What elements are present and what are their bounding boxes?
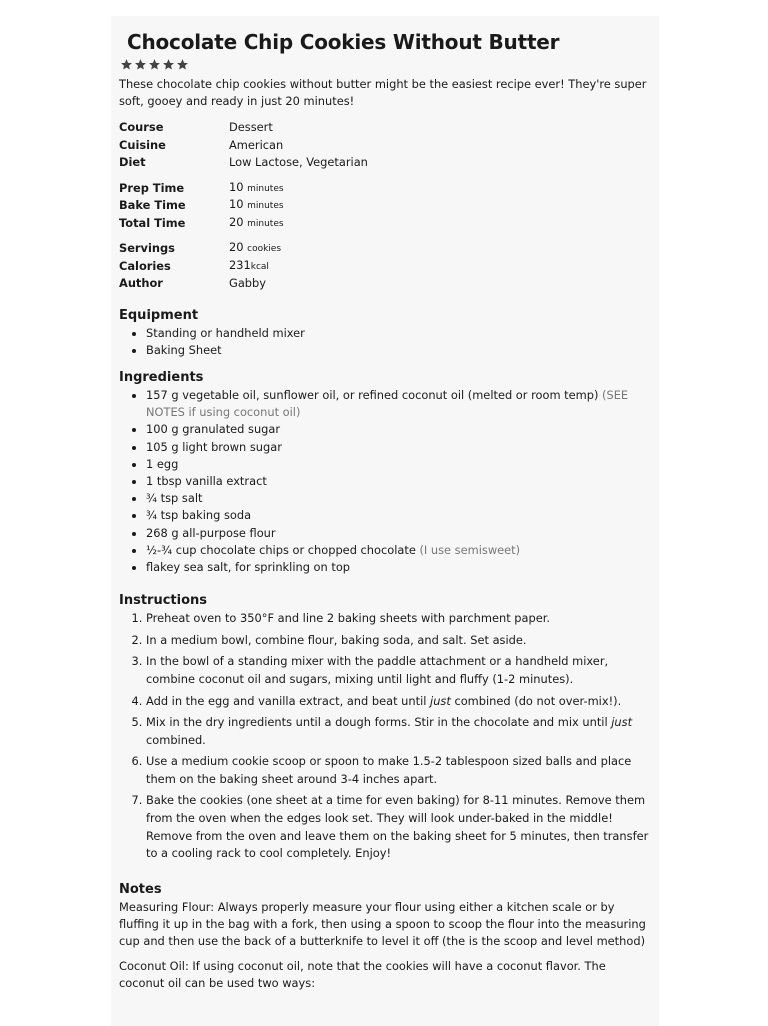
instruction-step: 2. In a medium bowl, combine flour, baking soda, and salt. Set aside. — [146, 632, 651, 650]
meta-value: 231kcal — [229, 257, 269, 272]
star-icon — [162, 58, 175, 71]
ingredient-item: • 1 tbsp vanilla extract — [146, 473, 651, 490]
note-paragraph: Measuring Flour: Always properly measure your flour using either a kitchen scale or by fluffing it up in the bag with a fork, then using a spoon to scoop the flour into the measuring cup and then use the back of a butterknife to level it off (the is the scoop and level method) — [119, 899, 646, 948]
meta-label: Calories — [119, 258, 171, 273]
meta-unit: kcal — [250, 261, 269, 272]
meta-value: 10 minutes — [229, 197, 284, 212]
meta-label: Bake Time — [119, 198, 186, 213]
instruction-step: 1. Preheat oven to 350°F and line 2 baking sheets with parchment paper. — [146, 610, 651, 628]
meta-value: Low Lactose, Vegetarian — [229, 155, 368, 170]
recipe-times-group — [119, 180, 651, 233]
star-icon — [120, 58, 133, 71]
meta-course — [119, 119, 651, 137]
meta-label: Course — [119, 120, 164, 135]
meta-calories — [119, 258, 651, 276]
recipe-servings-group — [119, 240, 651, 293]
meta-servings — [119, 240, 651, 258]
star-icon — [176, 58, 189, 71]
ingredient-item: • 105 g light brown sugar — [146, 439, 651, 456]
recipe-card — [111, 16, 659, 1026]
meta-value[interactable]: Dessert — [229, 120, 273, 135]
meta-value: Gabby — [229, 276, 267, 291]
meta-label: Diet — [119, 155, 146, 170]
note-paragraph: Coconut Oil: If using coconut oil, note that the cookies will have a coconut flavor. The coconut oil can be used two ways: — [119, 958, 606, 990]
equipment-title: Equipment — [119, 307, 199, 323]
ingredient-item: • 1 egg — [146, 456, 651, 473]
meta-unit: cookies — [247, 244, 282, 255]
meta-bake-time — [119, 197, 651, 215]
ingredient-note: (SEE NOTES if using coconut oil) — [146, 387, 629, 420]
instructions-list — [119, 610, 651, 863]
notes-title: Notes — [119, 881, 162, 897]
meta-label: Prep Time — [119, 180, 185, 195]
instruction-step: 4. Add in the egg and vanilla extract, and beat until just combined (do not over-mix!). — [146, 693, 651, 711]
meta-total-time — [119, 215, 651, 233]
recipe-meta-group — [119, 119, 651, 172]
ingredient-item: • 268 g all-purpose flour — [146, 525, 651, 542]
meta-value[interactable]: American — [229, 137, 284, 152]
meta-unit: minutes — [247, 201, 284, 212]
instruction-step: 7. Bake the cookies (one sheet at a time for even baking) for 8-11 minutes. Remove them from the oven when the edges look set. They will look under-baked in the middle! Remove from the oven and leave them on the baking sheet for 5 minutes, then transfer to a cooling rack to cool completely. Enjoy! — [146, 792, 651, 862]
meta-cuisine — [119, 137, 651, 155]
meta-label: Servings — [119, 241, 175, 256]
ingredient-item: • ¾ tsp baking soda — [146, 507, 651, 524]
meta-unit: minutes — [247, 218, 284, 229]
instruction-step: 5. Mix in the dry ingredients until a dough forms. Stir in the chocolate and mix until just combined. — [146, 714, 651, 749]
ingredient-item: • flakey sea salt, for sprinkling on top — [146, 559, 651, 576]
meta-prep-time — [119, 180, 651, 198]
star-icon — [134, 58, 147, 71]
meta-value: 20 minutes — [229, 214, 284, 229]
instructions-title: Instructions — [119, 593, 208, 609]
ingredient-item: • ¾ tsp salt — [146, 490, 651, 507]
instruction-step: 6. Use a medium cookie scoop or spoon to make 1.5-2 tablespoon sized balls and place them on the baking sheet around 3-4 inches apart. — [146, 753, 651, 788]
ingredient-note: (I use semisweet) — [419, 542, 521, 557]
star-icon — [148, 58, 161, 71]
recipe-summary: These chocolate chip cookies without butter might be the easiest recipe ever! They're super soft, gooey and ready in just 20 minutes! — [119, 77, 647, 108]
ingredients-title: Ingredients — [119, 369, 204, 385]
equipment-item: • Standing or handheld mixer — [146, 325, 651, 342]
meta-unit: minutes — [247, 183, 284, 194]
ingredients-list — [119, 387, 651, 576]
instruction-step: 3. In the bowl of a standing mixer with the paddle attachment or a handheld mixer, combine coconut oil and sugars, mixing until light and fluffy (1-2 minutes). — [146, 653, 651, 688]
meta-label: Author — [119, 276, 163, 291]
ingredient-item: • 157 g vegetable oil, sunflower oil, or refined coconut oil (melted or room temp) (SEE NOTES if using coconut oil) — [146, 387, 651, 421]
meta-value: 10 minutes — [229, 179, 284, 194]
meta-diet — [119, 154, 651, 172]
servings-value[interactable]: 20 cookies — [229, 240, 282, 255]
equipment-item: • Baking Sheet — [146, 342, 651, 359]
meta-label: Cuisine — [119, 137, 166, 152]
meta-label: Total Time — [119, 215, 186, 230]
equipment-list — [119, 325, 651, 359]
notes-section — [119, 881, 651, 992]
star-rating[interactable] — [120, 58, 651, 72]
ingredient-item: • 100 g granulated sugar — [146, 421, 651, 438]
meta-author — [119, 275, 651, 293]
ingredient-item: • ½-¾ cup chocolate chips or chopped chocolate (I use semisweet) — [146, 542, 651, 559]
recipe-title: Chocolate Chip Cookies Without Butter — [127, 30, 560, 54]
